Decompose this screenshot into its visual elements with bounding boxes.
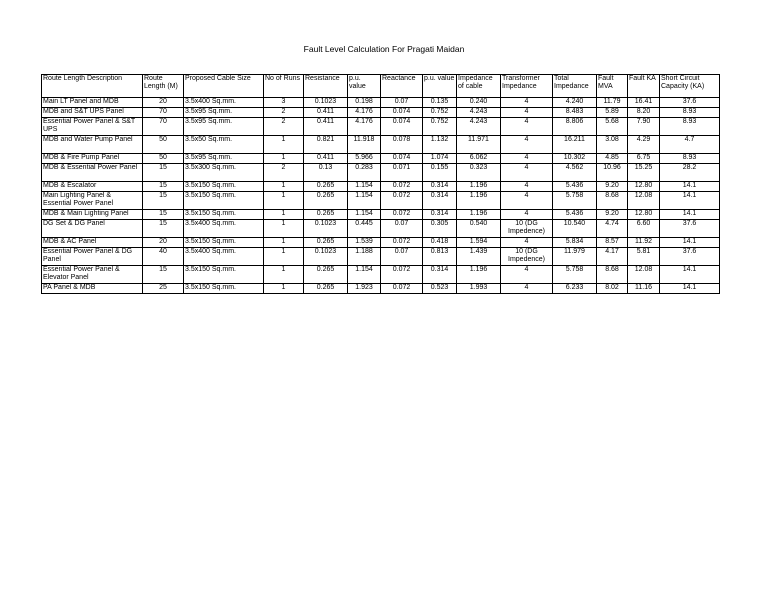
table-cell: MDB and S&T UPS Panel — [42, 108, 143, 118]
table-cell: 4.17 — [597, 248, 628, 266]
table-cell: 0.323 — [457, 164, 501, 182]
table-cell: 1.188 — [348, 248, 381, 266]
header-cell: Transformer Impedance — [501, 75, 553, 98]
page-title: Fault Level Calculation For Pragati Maidan — [303, 44, 465, 54]
table-cell: 28.2 — [660, 164, 720, 182]
table-row — [42, 248, 720, 266]
fault-level-table — [41, 74, 720, 294]
table-cell: 0.072 — [381, 182, 423, 192]
table-cell: 15 — [143, 182, 184, 192]
table-cell: 11.971 — [457, 136, 501, 154]
table-cell: 4 — [501, 210, 553, 220]
table-cell: 10.540 — [553, 220, 597, 238]
table-cell: 0.314 — [423, 266, 457, 284]
table-cell: 4.562 — [553, 164, 597, 182]
table-cell: 10.302 — [553, 154, 597, 164]
table-cell: 8.806 — [553, 118, 597, 136]
table-cell: 4.7 — [660, 136, 720, 154]
table-cell: 11.918 — [348, 136, 381, 154]
table-cell: 1.154 — [348, 210, 381, 220]
table-cell: 8.68 — [597, 266, 628, 284]
table-cell: 3 — [264, 98, 304, 108]
table-cell: 0.072 — [381, 284, 423, 294]
table-cell: 14.1 — [660, 238, 720, 248]
table-cell: 12.08 — [628, 266, 660, 284]
table-cell: 6.75 — [628, 154, 660, 164]
table-cell: 0.1023 — [304, 220, 348, 238]
table-cell: 14.1 — [660, 210, 720, 220]
table-cell: 0.1023 — [304, 248, 348, 266]
table-row — [42, 220, 720, 238]
table-row — [42, 154, 720, 164]
table-cell: 4 — [501, 98, 553, 108]
table-row — [42, 98, 720, 108]
header-cell: Fault MVA — [597, 75, 628, 98]
table-cell: 0.072 — [381, 238, 423, 248]
table-cell: 14.1 — [660, 192, 720, 210]
table-cell: 1.439 — [457, 248, 501, 266]
table-cell: 0.445 — [348, 220, 381, 238]
table-cell: 4 — [501, 164, 553, 182]
table-cell: 8.20 — [628, 108, 660, 118]
table-cell: 3.5x50 Sq.mm. — [184, 136, 264, 154]
table-cell: 0.07 — [381, 248, 423, 266]
table-cell: 6.60 — [628, 220, 660, 238]
table-cell: 10 (DG Impedence) — [501, 248, 553, 266]
table-cell: 3.5x150 Sq.mm. — [184, 192, 264, 210]
table-cell: 50 — [143, 154, 184, 164]
table-cell: Main LT Panel and MDB — [42, 98, 143, 108]
table-cell: 0.411 — [304, 118, 348, 136]
table-cell: 14.1 — [660, 284, 720, 294]
table-cell: 0.265 — [304, 238, 348, 248]
table-cell: 1 — [264, 266, 304, 284]
table-row — [42, 284, 720, 294]
table-cell: 4 — [501, 284, 553, 294]
table-cell: 1.993 — [457, 284, 501, 294]
table-cell: 9.20 — [597, 210, 628, 220]
table-cell: 3.5x400 Sq.mm. — [184, 248, 264, 266]
table-cell: 70 — [143, 108, 184, 118]
table-row — [42, 210, 720, 220]
table-cell: 0.813 — [423, 248, 457, 266]
header-row — [42, 75, 720, 98]
table-cell: 3.5x150 Sq.mm. — [184, 238, 264, 248]
table-cell: 4 — [501, 266, 553, 284]
table-cell: 16.41 — [628, 98, 660, 108]
table-cell: 4 — [501, 192, 553, 210]
table-cell: 0.265 — [304, 266, 348, 284]
table-cell: 15 — [143, 220, 184, 238]
table-cell: 0.071 — [381, 164, 423, 182]
table-cell: 0.155 — [423, 164, 457, 182]
table-cell: 3.5x400 Sq.mm. — [184, 220, 264, 238]
header-cell: p.u. value — [348, 75, 381, 98]
header-cell: p.u. value — [423, 75, 457, 98]
table-cell: 0.07 — [381, 220, 423, 238]
table-row — [42, 192, 720, 210]
table-cell: 2 — [264, 118, 304, 136]
table-cell: 0.265 — [304, 192, 348, 210]
table-cell: Main Lighting Panel & Essential Power Panel — [42, 192, 143, 210]
table-cell: 5.758 — [553, 266, 597, 284]
table-row — [42, 182, 720, 192]
table-cell: 1 — [264, 154, 304, 164]
table-cell: 4.243 — [457, 118, 501, 136]
table-cell: 0.314 — [423, 182, 457, 192]
table-cell: 10.96 — [597, 164, 628, 182]
table-cell: 0.265 — [304, 210, 348, 220]
table-cell: 4 — [501, 154, 553, 164]
table-cell: 14.1 — [660, 182, 720, 192]
table-cell: 1.196 — [457, 266, 501, 284]
table-cell: 1.196 — [457, 192, 501, 210]
table-cell: PA Panel & MDB — [42, 284, 143, 294]
table-cell: 1.196 — [457, 182, 501, 192]
table-cell: 4.176 — [348, 118, 381, 136]
table-cell: 12.08 — [628, 192, 660, 210]
table-cell: 6.062 — [457, 154, 501, 164]
table-row — [42, 164, 720, 182]
table-cell: 1.196 — [457, 210, 501, 220]
table-cell: 1.923 — [348, 284, 381, 294]
table-cell: 4.243 — [457, 108, 501, 118]
table-cell: 8.93 — [660, 118, 720, 136]
table-cell: 0.078 — [381, 136, 423, 154]
table-cell: 4 — [501, 238, 553, 248]
table-cell: 0.072 — [381, 192, 423, 210]
table-cell: 50 — [143, 136, 184, 154]
table-cell: 0.821 — [304, 136, 348, 154]
table-cell: 16.211 — [553, 136, 597, 154]
table-cell: 3.5x150 Sq.mm. — [184, 182, 264, 192]
table-cell: 1 — [264, 182, 304, 192]
table-cell: 1 — [264, 210, 304, 220]
table-cell: 0.265 — [304, 182, 348, 192]
table-cell: Essential Power Panel & Elevator Panel — [42, 266, 143, 284]
table-cell: 12.80 — [628, 210, 660, 220]
table-cell: 4.29 — [628, 136, 660, 154]
table-row — [42, 118, 720, 136]
table-cell: 1.074 — [423, 154, 457, 164]
table-cell: 4 — [501, 136, 553, 154]
table-cell: 15 — [143, 164, 184, 182]
table-cell: 1.154 — [348, 192, 381, 210]
table-cell: 0.240 — [457, 98, 501, 108]
table-cell: 11.92 — [628, 238, 660, 248]
table-cell: 3.5x150 Sq.mm. — [184, 284, 264, 294]
header-cell: Impedance of cable — [457, 75, 501, 98]
table-cell: 1.539 — [348, 238, 381, 248]
table-cell: 15.25 — [628, 164, 660, 182]
table-cell: 11.79 — [597, 98, 628, 108]
table-cell: 3.5x400 Sq.mm. — [184, 98, 264, 108]
table-cell: 0.07 — [381, 98, 423, 108]
table-row — [42, 108, 720, 118]
table-cell: 0.540 — [457, 220, 501, 238]
table-cell: MDB & Escalator — [42, 182, 143, 192]
table-cell: Essential Power Panel & DG Panel — [42, 248, 143, 266]
table-cell: 37.6 — [660, 220, 720, 238]
table-cell: 4 — [501, 118, 553, 136]
table-cell: 12.80 — [628, 182, 660, 192]
table-cell: DG Set & DG Panel — [42, 220, 143, 238]
table-cell: 8.483 — [553, 108, 597, 118]
table-cell: 5.436 — [553, 182, 597, 192]
table-cell: 3.5x95 Sq.mm. — [184, 154, 264, 164]
header-cell: Fault KA — [628, 75, 660, 98]
table-cell: MDB & Fire Pump Panel — [42, 154, 143, 164]
table-cell: 3.5x95 Sq.mm. — [184, 118, 264, 136]
header-cell: Reactance — [381, 75, 423, 98]
table-cell: 1 — [264, 284, 304, 294]
table-cell: 0.265 — [304, 284, 348, 294]
table-cell: 10 (DG Impedence) — [501, 220, 553, 238]
table-cell: 8.02 — [597, 284, 628, 294]
table-cell: 37.6 — [660, 98, 720, 108]
table-cell: 0.135 — [423, 98, 457, 108]
table-cell: 14.1 — [660, 266, 720, 284]
table-cell: 0.411 — [304, 108, 348, 118]
table-cell: 2 — [264, 108, 304, 118]
table-cell: MDB and Water Pump Panel — [42, 136, 143, 154]
table-cell: 0.752 — [423, 108, 457, 118]
table-cell: 3.5x300 Sq.mm. — [184, 164, 264, 182]
table-cell: 7.90 — [628, 118, 660, 136]
table-cell: 0.13 — [304, 164, 348, 182]
table-cell: 2 — [264, 164, 304, 182]
table-cell: 0.314 — [423, 210, 457, 220]
table-cell: 0.074 — [381, 118, 423, 136]
table-cell: 20 — [143, 238, 184, 248]
table-cell: MDB & Essential Power Panel — [42, 164, 143, 182]
table-cell: 4.85 — [597, 154, 628, 164]
table-cell: 20 — [143, 98, 184, 108]
table-cell: Essential Power Panel & S&T UPS — [42, 118, 143, 136]
table-cell: 1.132 — [423, 136, 457, 154]
table-cell: 4 — [501, 108, 553, 118]
table-cell: 15 — [143, 210, 184, 220]
table-cell: 5.966 — [348, 154, 381, 164]
table-cell: 8.68 — [597, 192, 628, 210]
table-cell: 5.436 — [553, 210, 597, 220]
table-cell: 1.154 — [348, 182, 381, 192]
table-cell: 0.411 — [304, 154, 348, 164]
table-cell: 0.418 — [423, 238, 457, 248]
table-cell: 0.283 — [348, 164, 381, 182]
table-row — [42, 266, 720, 284]
table-cell: 25 — [143, 284, 184, 294]
table-cell: 1 — [264, 220, 304, 238]
table-cell: 9.20 — [597, 182, 628, 192]
header-cell: Short Circuit Capacity (KA) — [660, 75, 720, 98]
table-cell: 11.16 — [628, 284, 660, 294]
table-cell: MDB & AC Panel — [42, 238, 143, 248]
table-row — [42, 238, 720, 248]
table-cell: 3.5x95 Sq.mm. — [184, 108, 264, 118]
table-cell: 1.154 — [348, 266, 381, 284]
table-cell: 0.305 — [423, 220, 457, 238]
table-cell: 0.072 — [381, 266, 423, 284]
table-cell: 0.314 — [423, 192, 457, 210]
header-cell: Route Length (M) — [143, 75, 184, 98]
table-cell: 0.1023 — [304, 98, 348, 108]
table-cell: 3.5x150 Sq.mm. — [184, 266, 264, 284]
table-cell: 4 — [501, 182, 553, 192]
header-cell: Total Impedance — [553, 75, 597, 98]
table-cell: 70 — [143, 118, 184, 136]
table-cell: 8.93 — [660, 108, 720, 118]
header-cell: Proposed Cable Size — [184, 75, 264, 98]
table-cell: 5.758 — [553, 192, 597, 210]
table-cell: 37.6 — [660, 248, 720, 266]
table-cell: 6.233 — [553, 284, 597, 294]
table-cell: 11.979 — [553, 248, 597, 266]
table-row — [42, 136, 720, 154]
table-cell: 0.072 — [381, 210, 423, 220]
table-cell: 1 — [264, 238, 304, 248]
table-cell: 4.176 — [348, 108, 381, 118]
header-cell: Route Length Description — [42, 75, 143, 98]
table-cell: 15 — [143, 192, 184, 210]
table-cell: 1 — [264, 248, 304, 266]
table-cell: 5.834 — [553, 238, 597, 248]
table-cell: 0.198 — [348, 98, 381, 108]
table-cell: 5.89 — [597, 108, 628, 118]
table-cell: 0.074 — [381, 154, 423, 164]
table-cell: 15 — [143, 266, 184, 284]
table-cell: 1 — [264, 136, 304, 154]
table-cell: 0.523 — [423, 284, 457, 294]
table-cell: 0.074 — [381, 108, 423, 118]
table-cell: 4.74 — [597, 220, 628, 238]
table-cell: 5.68 — [597, 118, 628, 136]
header-cell: No of Runs — [264, 75, 304, 98]
table-cell: MDB & Main Lighting Panel — [42, 210, 143, 220]
table-cell: 1.594 — [457, 238, 501, 248]
table-cell: 5.81 — [628, 248, 660, 266]
table-cell: 8.93 — [660, 154, 720, 164]
table-cell: 1 — [264, 192, 304, 210]
table-cell: 40 — [143, 248, 184, 266]
table-cell: 3.5x150 Sq.mm. — [184, 210, 264, 220]
table-cell: 8.57 — [597, 238, 628, 248]
table-cell: 3.08 — [597, 136, 628, 154]
table-body — [42, 98, 720, 294]
table-cell: 4.240 — [553, 98, 597, 108]
table-cell: 0.752 — [423, 118, 457, 136]
header-cell: Resistance — [304, 75, 348, 98]
